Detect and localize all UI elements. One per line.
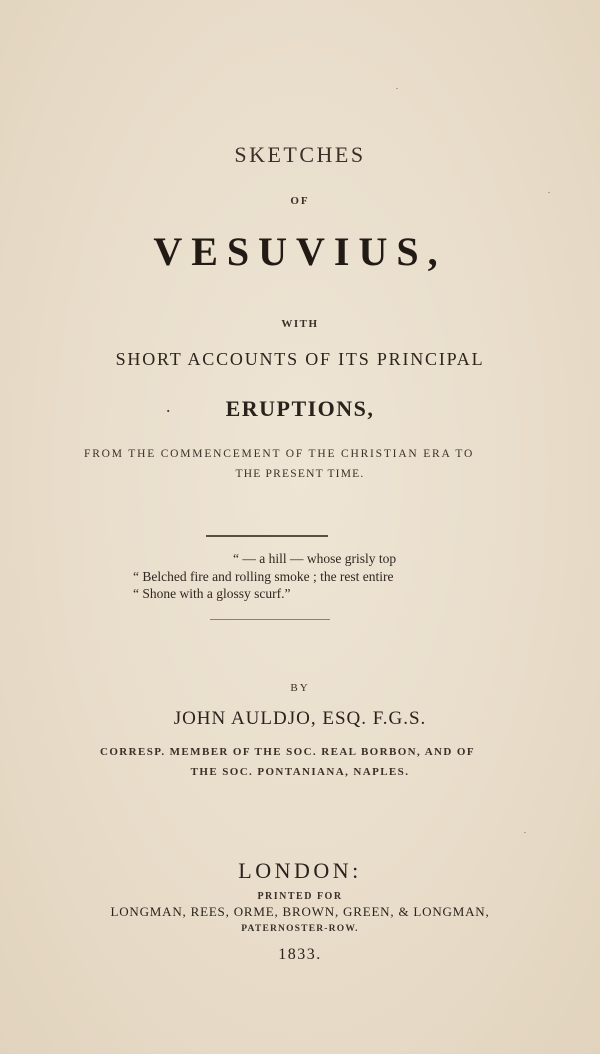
paper-speck <box>396 88 398 89</box>
imprint-publisher: LONGMAN, REES, ORME, BROWN, GREEN, & LONGMAN, <box>110 904 490 919</box>
stray-dot-mark: . <box>166 396 171 416</box>
epigraph-line-2: “ Belched fire and rolling smoke ; the rest entire <box>133 569 394 584</box>
author-affiliation-line-2: THE SOC. PONTANIANA, NAPLES. <box>190 766 410 778</box>
subtitle-eruptions: ERUPTIONS, <box>225 396 375 421</box>
epigraph-line-3: “ Shone with a glossy scurf.” <box>133 586 291 601</box>
subtitle-short-accounts: SHORT ACCOUNTS OF ITS PRINCIPAL <box>115 349 485 369</box>
author-affiliation-line-1: CORRESP. MEMBER OF THE SOC. REAL BORBON, AND OF <box>100 746 475 758</box>
divider-rule-bottom <box>210 619 330 620</box>
title-of: OF <box>290 195 310 207</box>
imprint-address: PATERNOSTER-ROW. <box>241 924 359 934</box>
author-name: JOHN AULDJO, ESQ. F.G.S. <box>173 708 427 729</box>
epigraph-line-1: “ — a hill — whose grisly top <box>233 551 397 566</box>
paper-speck <box>548 192 550 193</box>
imprint-printed-for: PRINTED FOR <box>257 891 343 902</box>
imprint-year: 1833. <box>278 946 322 963</box>
title-sketches: SKETCHES <box>234 142 366 167</box>
divider-rule-top <box>206 535 328 537</box>
subtitle-from-line-1: FROM THE COMMENCEMENT OF THE CHRISTIAN ERA TO <box>84 448 475 460</box>
paper-speck <box>524 832 526 833</box>
subtitle-from-line-2: THE PRESENT TIME. <box>235 468 365 480</box>
subtitle-with: WITH <box>281 318 319 330</box>
imprint-city: LONDON: <box>238 858 362 883</box>
byline-by: BY <box>290 682 310 694</box>
title-vesuvius: VESUVIUS, <box>153 229 447 274</box>
